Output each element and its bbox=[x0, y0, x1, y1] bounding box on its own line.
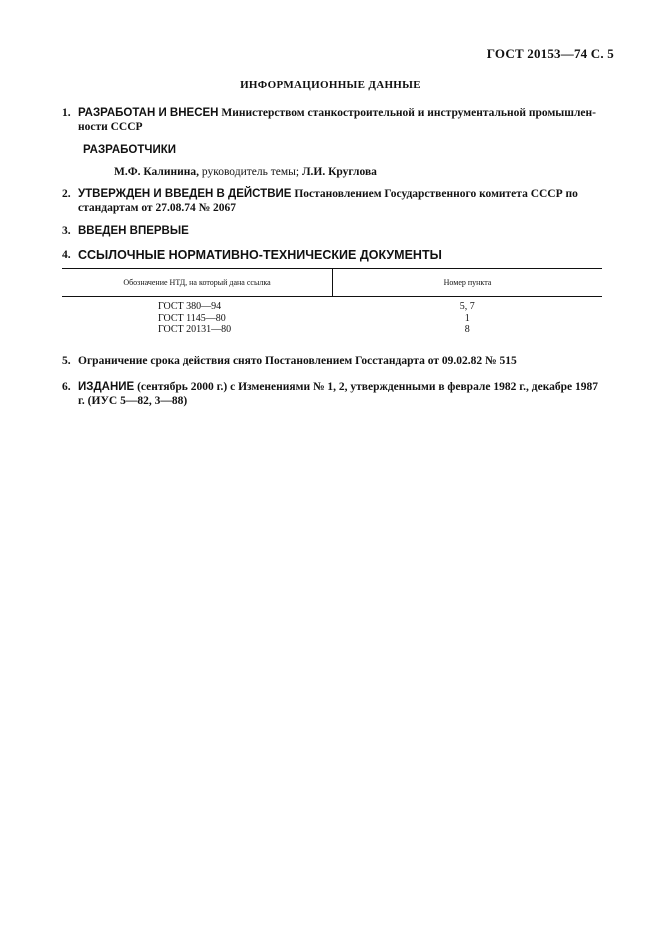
table-cell-clause: 5, 7 bbox=[459, 301, 475, 312]
item-heading: УТВЕРЖДЕН И ВВЕДЕН В ДЕЙСТВИЕ bbox=[78, 188, 292, 200]
item-number: 3. bbox=[62, 225, 71, 237]
table-row bbox=[62, 313, 602, 325]
item-number: 1. bbox=[62, 107, 71, 119]
item-approved bbox=[62, 188, 602, 215]
table-cell-document: ГОСТ 20131—80 bbox=[158, 324, 232, 335]
developers-heading: РАЗРАБОТЧИКИ bbox=[83, 144, 176, 156]
developer-role: руководитель темы; bbox=[198, 166, 302, 178]
info-items bbox=[62, 107, 602, 408]
item-text: (сентябрь 2000 г.) с Изменениями № 1, 2, утвержденными в феврале 1982 г., декабре 1987 г. (ИУС 5—82, 3—88) bbox=[78, 381, 599, 407]
developer-name: М.Ф. Калинина, bbox=[114, 166, 199, 178]
item-term-limit-removed bbox=[62, 355, 602, 369]
table-row bbox=[62, 297, 602, 313]
item-heading: ИЗДАНИЕ bbox=[78, 381, 135, 393]
section-title: ИНФОРМАЦИОННЫЕ ДАННЫЕ bbox=[240, 79, 421, 91]
item-number: 5. bbox=[62, 354, 71, 367]
table-cell-document: ГОСТ 1145—80 bbox=[158, 312, 226, 324]
table-cell-clause: 8 bbox=[464, 324, 470, 335]
item-heading: РАЗРАБОТАН И ВНЕСЕН bbox=[78, 107, 219, 119]
column-header-document: Обозначение НТД, на который дана ссылка bbox=[62, 269, 333, 297]
item-first-introduced bbox=[62, 225, 602, 239]
item-heading: ВВЕДЕН ВПЕРВЫЕ bbox=[78, 225, 189, 237]
developer-name: Л.И. Круглова bbox=[301, 166, 377, 178]
table-cell-document: ГОСТ 380—94 bbox=[158, 301, 222, 312]
reference-table bbox=[62, 268, 602, 336]
item-text: Ограничение срока действия снято Постановлением Госстандарта от 09.02.82 № 515 bbox=[78, 354, 517, 367]
item-text: Постановлением Государственного комитета СССР по стандартам от 27.08.74 № 2067 bbox=[78, 188, 578, 214]
item-reference-docs bbox=[62, 249, 602, 264]
item-developed bbox=[62, 107, 602, 134]
item-edition bbox=[62, 381, 602, 408]
item-number: 4. bbox=[62, 248, 71, 261]
item-number: 6. bbox=[62, 381, 71, 393]
page-header: ГОСТ 20153—74 С. 5 bbox=[486, 46, 614, 61]
table-header-row bbox=[62, 269, 602, 297]
developers-names bbox=[62, 166, 602, 178]
item-text: Министерством станкостроительной и инструментальной промышлен-ности СССР bbox=[78, 107, 596, 133]
table-row bbox=[62, 324, 602, 336]
item-number: 2. bbox=[62, 188, 71, 200]
column-header-clause: Номер пункта bbox=[333, 269, 603, 297]
item-heading: ССЫЛОЧНЫЕ НОРМАТИВНО-ТЕХНИЧЕСКИЕ ДОКУМЕНТЫ bbox=[78, 247, 442, 262]
table-cell-clause: 1 bbox=[464, 312, 470, 324]
